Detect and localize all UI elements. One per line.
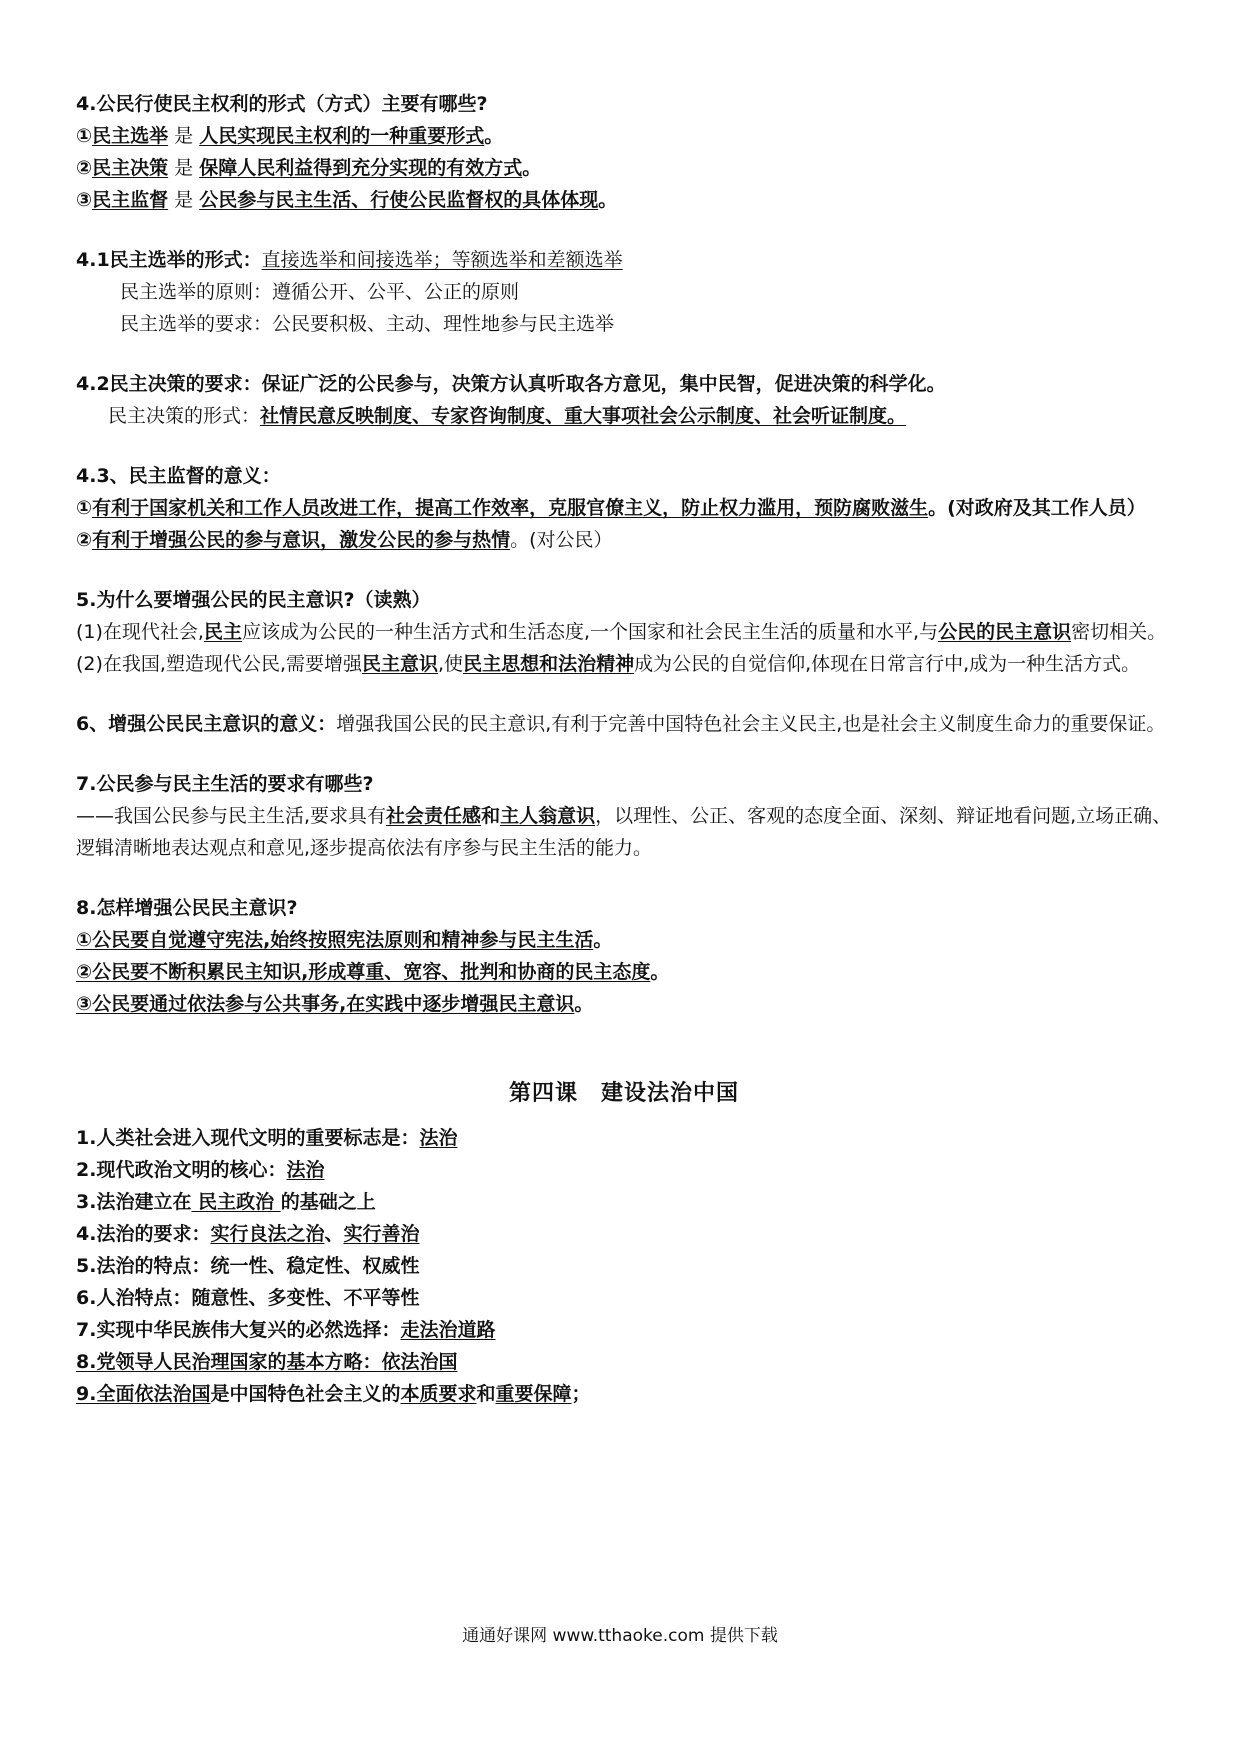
- l4-item-9: [76, 1378, 1172, 1410]
- s8-item-1-text: 公民要自觉遵守宪法,始终按照宪法原则和精神参与民主生活: [92, 929, 594, 951]
- s8-item-2-text: 公民要不断积累民主知识,形成尊重、宽容、批判和协商的民主态度: [92, 961, 651, 983]
- s4-item-1-mark: ①: [76, 125, 93, 147]
- l4-item-1-value: 法治: [419, 1127, 458, 1149]
- s4-item-1-term: 民主选举: [92, 125, 169, 147]
- s4-item-1-is: 是: [168, 125, 200, 147]
- s43-point-1-text: 有利于国家机关和工作人员改进工作，提高工作效率，克服官僚主义，防止权力滥用，预防腐败滋生: [92, 497, 929, 519]
- s5-p2-e: 成为公民的自觉信仰,体现在日常言行中,成为一种生活方式。: [634, 653, 1141, 675]
- s6-text: 增强我国公民的民主意识,有利于完善中国特色社会主义民主,也是社会主义制度生命力的重要保证。: [336, 713, 1166, 735]
- s7-d: 主人翁意识: [500, 805, 596, 827]
- l4-item-4-mid: 、: [324, 1223, 344, 1245]
- s41-value-3: 公民要积极、主动、理性地参与民主选举: [272, 313, 615, 335]
- s41-value-2: 遵循公开、公平、公正的原则: [272, 281, 520, 303]
- l4-item-9-tail: ；: [571, 1383, 591, 1405]
- lesson-4-title: 第四课 建设法治中国: [508, 1081, 739, 1106]
- s42-label-2: 民主决策的形式：: [108, 405, 261, 427]
- s8-item-1: [76, 924, 1172, 956]
- s41-value-1: 直接选举和间接选举；等额选举和差额选举: [261, 249, 623, 271]
- s41-label-2: 民主选举的原则：: [120, 281, 273, 303]
- s7-a: ——我国公民参与民主生活,要求具有: [76, 805, 387, 827]
- s8-item-3-text: 公民要通过依法参与公共事务,在实践中逐步增强民主意识: [92, 993, 575, 1015]
- s5-para-1: [76, 616, 1172, 648]
- s43-point-1: [76, 492, 1172, 524]
- s4-item-2-is: 是: [168, 157, 200, 179]
- s41-line-2: [76, 276, 1172, 308]
- s5-p1-b: 民主: [203, 621, 242, 643]
- s8-item-1-end: 。: [593, 929, 613, 951]
- s4-item-3: [76, 184, 1172, 216]
- s41-label-1: 4.1民主选举的形式：: [76, 249, 262, 271]
- s4-item-2: [76, 152, 1172, 184]
- s5-p1-a: (1)在现代社会,: [76, 621, 204, 643]
- l4-item-2-label: 2.现代政治文明的核心：: [76, 1159, 287, 1181]
- s8-item-2-end: 。: [650, 961, 670, 983]
- s4-item-3-term: 民主监督: [92, 189, 169, 211]
- l4-item-4-value: 实行良法之治: [210, 1223, 325, 1245]
- s43-point-2-tail: 。(对公民）: [510, 529, 613, 551]
- l4-item-9-value: 是中国特色社会主义的: [210, 1383, 401, 1405]
- l4-item-7-label: 7.实现中华民族伟大复兴的必然选择：: [76, 1319, 401, 1341]
- s5-p2-a: (2)在我国,塑造现代公民,需要增强: [76, 653, 362, 675]
- l4-item-8: [76, 1346, 1172, 1378]
- l4-item-1-label: 1.人类社会进入现代文明的重要标志是：: [76, 1127, 420, 1149]
- l4-item-4: [76, 1218, 1172, 1250]
- s8-item-3-mark: ③: [76, 993, 93, 1015]
- s43-point-1-tail: 。(对政府及其工作人员）: [928, 497, 1146, 519]
- l4-item-4-value2: 实行善治: [343, 1223, 420, 1245]
- s5-p1-c: 应该成为公民的一种生活方式和生活态度,一个国家和社会民主生活的质量和水平,与: [241, 621, 939, 643]
- s43-point-2-text: 有利于增强公民的参与意识，激发公民的参与热情: [92, 529, 511, 551]
- s4-item-2-mark: ②: [76, 157, 93, 179]
- s7-b: 社会责任感: [386, 805, 482, 827]
- l4-item-8-value: 依法治国: [381, 1351, 458, 1373]
- s43-point-1-mark: ①: [76, 497, 93, 519]
- l4-item-3-label: 3.法治建立在: [76, 1191, 192, 1213]
- l4-item-9-label: 9.全面依法治国: [76, 1383, 211, 1405]
- l4-item-9-value2: 本质要求: [400, 1383, 477, 1405]
- l4-item-4-label: 4.法治的要求：: [76, 1223, 211, 1245]
- s4-item-2-end: 。: [522, 157, 542, 179]
- s5-p1-d: 公民的民主意识: [938, 621, 1072, 643]
- s42-value-2: 社情民意反映制度、专家咨询制度、重大事项社会公示制度、社会听证制度。: [260, 405, 907, 427]
- s5-para-2: [76, 648, 1172, 680]
- l4-item-3-value: 民主政治: [191, 1191, 281, 1213]
- s42-line-2: [76, 400, 1172, 432]
- s4-item-1-end: 。: [484, 125, 504, 147]
- s6-title: 6、增强公民民主意识的意义：: [76, 713, 337, 735]
- l4-item-7: [76, 1314, 1172, 1346]
- l4-item-1: [76, 1122, 1172, 1154]
- s7-title: 7.公民参与民主生活的要求有哪些?: [76, 773, 374, 795]
- s7-c: 和: [481, 805, 501, 827]
- l4-item-8-label: 8.党领导人民治理国家的基本方略：: [76, 1351, 382, 1373]
- s43-title: 4.3、民主监督的意义：: [76, 465, 281, 487]
- s7-paragraph: [76, 800, 1172, 864]
- s7-e: ，以理性、公正、客观的态度全面、深刻、辩证地看问题,立场正确、逻辑清晰地表达观点和意见,逐步提高依法有序参与民主生活的能力。: [76, 805, 1172, 859]
- s4-item-2-desc: 保障人民利益得到充分实现的有效方式: [199, 157, 523, 179]
- page-footer: 通通好课网 www.tthaoke.com 提供下载: [462, 1626, 778, 1646]
- l4-item-6-label: 6.人治特点：随意性、多变性、不平等性: [76, 1287, 420, 1309]
- s4-item-1-desc: 人民实现民主权利的一种重要形式: [199, 125, 485, 147]
- l4-item-6: [76, 1282, 1172, 1314]
- s4-item-3-mark: ③: [76, 189, 93, 211]
- document-page: [76, 88, 1172, 1410]
- s5-p2-b: 民主意识: [362, 653, 439, 675]
- l4-item-7-value: 走法治道路: [400, 1319, 496, 1341]
- s4-item-3-is: 是: [168, 189, 200, 211]
- s41-label-3: 民主选举的要求：: [120, 313, 273, 335]
- s4-item-3-desc: 公民参与民主生活、行使公民监督权的具体体现: [199, 189, 599, 211]
- s41-line-1: [76, 244, 1172, 276]
- s5-title: 5.为什么要增强公民的民主意识?（读熟）: [76, 589, 431, 611]
- s8-item-1-mark: ①: [76, 929, 93, 951]
- s8-item-3-end: 。: [574, 993, 594, 1015]
- s5-p1-e: 密切相关。: [1071, 621, 1167, 643]
- s8-title: 8.怎样增强公民民主意识?: [76, 897, 298, 919]
- s43-point-2-mark: ②: [76, 529, 93, 551]
- s8-item-3: [76, 988, 1172, 1020]
- s42-line-1: 4.2民主决策的要求：保证广泛的公民参与，决策方认真听取各方意见，集中民智，促进决策的科学化。: [76, 373, 946, 395]
- s4-item-1: [76, 120, 1172, 152]
- section-4-title: 4.公民行使民主权利的形式（方式）主要有哪些?: [76, 93, 488, 115]
- s8-item-2-mark: ②: [76, 961, 93, 983]
- s4-item-2-term: 民主决策: [92, 157, 169, 179]
- l4-item-2: [76, 1154, 1172, 1186]
- l4-item-9-mid: 和: [476, 1383, 496, 1405]
- l4-item-5: [76, 1250, 1172, 1282]
- s5-p2-d: 民主思想和法治精神: [463, 653, 635, 675]
- l4-item-2-value: 法治: [286, 1159, 325, 1181]
- s4-item-3-end: 。: [598, 189, 618, 211]
- s43-point-2: [76, 524, 1172, 556]
- l4-item-9-value3: 重要保障: [495, 1383, 572, 1405]
- l4-item-5-label: 5.法治的特点：统一性、稳定性、权威性: [76, 1255, 420, 1277]
- s8-item-2: [76, 956, 1172, 988]
- l4-item-3: [76, 1186, 1172, 1218]
- l4-item-3-tail: 的基础之上: [280, 1191, 376, 1213]
- s5-p2-c: ,使: [438, 653, 464, 675]
- s41-line-3: [76, 308, 1172, 340]
- s6-paragraph: [76, 708, 1172, 740]
